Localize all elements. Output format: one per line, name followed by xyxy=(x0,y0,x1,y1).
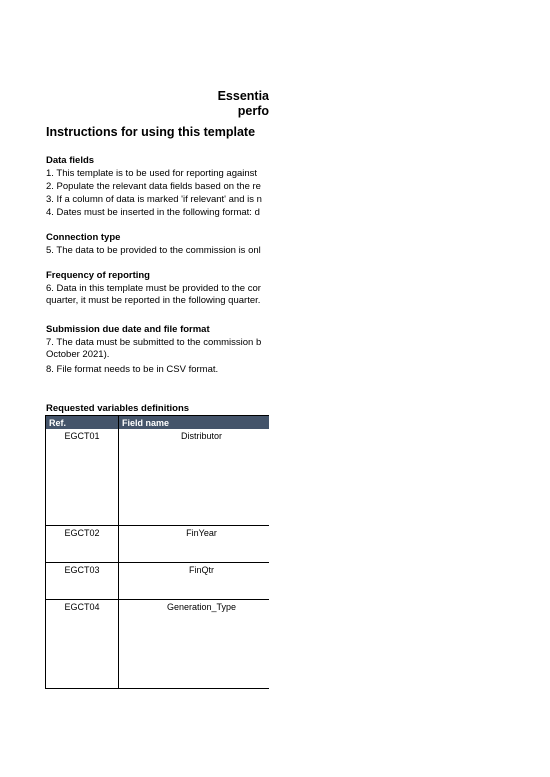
instruction-line: October 2021). xyxy=(46,349,110,360)
document-title-line-1: Essentia xyxy=(217,89,269,103)
instruction-line: quarter, it must be reported in the following quarter. xyxy=(46,295,261,306)
table-row xyxy=(46,562,270,599)
definitions-table xyxy=(45,415,269,689)
ref-cell: EGCT02 xyxy=(46,525,119,562)
instruction-line: 8. File format needs to be in CSV format. xyxy=(46,364,219,375)
field-name-cell: Generation_Type xyxy=(119,599,270,688)
field-name-cell: FinYear xyxy=(119,525,270,562)
table-row xyxy=(46,525,270,562)
table-header-row xyxy=(46,416,270,430)
instructions-heading: Instructions for using this template xyxy=(46,125,256,139)
column-header-ref: Ref. xyxy=(46,416,119,430)
section-heading-submission: Submission due date and file format xyxy=(46,324,210,335)
instruction-line: 2. Populate the relevant data fields based on the re xyxy=(46,181,261,192)
ref-cell: EGCT03 xyxy=(46,562,119,599)
section-heading-frequency: Frequency of reporting xyxy=(46,270,150,281)
column-header-field-name: Field name xyxy=(119,416,270,430)
definitions-title: Requested variables definitions xyxy=(46,403,190,414)
instruction-line: 5. The data to be provided to the commission is onl xyxy=(46,245,261,256)
instruction-line: 3. If a column of data is marked 'if relevant' and is n xyxy=(46,194,262,205)
instruction-line: 6. Data in this template must be provided to the cor xyxy=(46,283,261,294)
ref-cell: EGCT01 xyxy=(46,429,119,525)
ref-cell: EGCT04 xyxy=(46,599,119,688)
instruction-line: 7. The data must be submitted to the commission b xyxy=(46,337,262,348)
instruction-line: 4. Dates must be inserted in the following format: d xyxy=(46,207,260,218)
document-title-line-2: perfo xyxy=(237,104,269,118)
field-name-cell: FinQtr xyxy=(119,562,270,599)
table-row xyxy=(46,429,270,525)
section-heading-connection-type: Connection type xyxy=(46,232,121,243)
field-name-cell: Distributor xyxy=(119,429,270,525)
instruction-line: 1. This template is to be used for reporting against xyxy=(46,168,258,179)
visible-print-area xyxy=(0,0,269,777)
table-row xyxy=(46,599,270,688)
section-heading-data-fields: Data fields xyxy=(46,155,95,166)
